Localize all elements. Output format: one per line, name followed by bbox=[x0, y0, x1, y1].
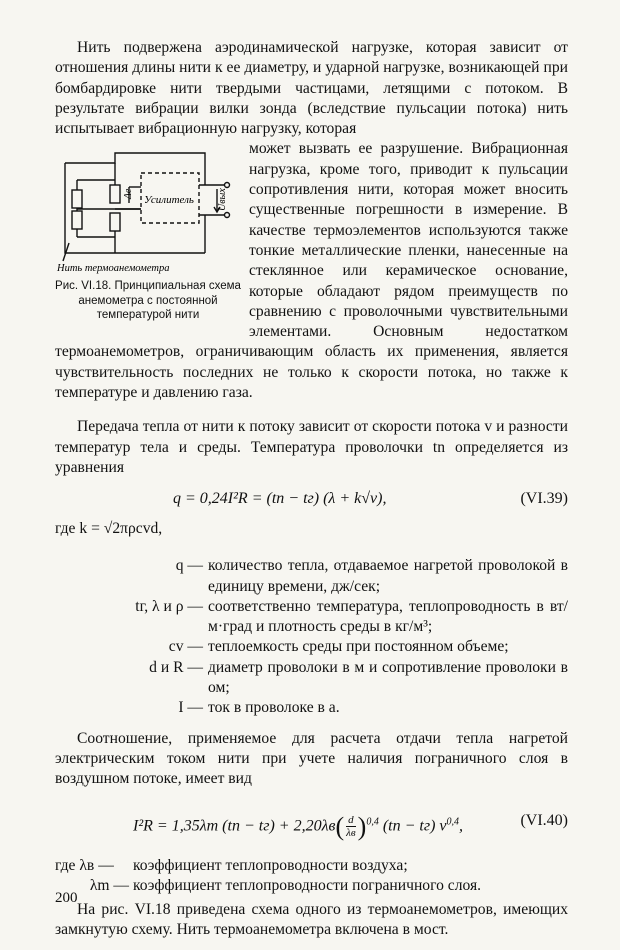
where-k-definition: где k = √2πρcvd, bbox=[55, 520, 163, 538]
definition-desc: теплоемкость среды при постоянном объеме; bbox=[208, 638, 509, 656]
eq2-end: , bbox=[459, 817, 464, 835]
definition-row bbox=[55, 698, 568, 718]
u-out-label: Uвых bbox=[217, 188, 228, 212]
where2-term: λm — bbox=[89, 876, 129, 894]
eq2-frac-top: d bbox=[346, 814, 356, 827]
definition-row bbox=[55, 597, 568, 638]
definition-desc: ток в проволоке в а. bbox=[208, 699, 340, 717]
thread-label: Нить термоанемометра bbox=[57, 263, 170, 275]
eq2-fraction bbox=[346, 814, 356, 839]
where2-row bbox=[55, 876, 568, 896]
definition-desc: количество тепла, отдаваемое нагретой проволокой в единицу времени, дж/сек; bbox=[208, 557, 568, 595]
eq2-exp2: 0,4 bbox=[446, 815, 460, 827]
amplifier-label: Усилитель bbox=[144, 194, 194, 207]
definition-term: cv — bbox=[168, 638, 203, 656]
definition-row bbox=[55, 637, 568, 657]
equation-vi-39-number: (VI.39) bbox=[520, 490, 568, 508]
definition-term: q — bbox=[175, 557, 203, 575]
equation-vi-40-body: I²R = 1,35λm (tn − tг) + 2,20λв( $\frac{d}{\lambda в})^{0,4}$ (tn − tг) $v^{0,4}$, bbox=[133, 811, 464, 841]
where2-row bbox=[55, 856, 568, 876]
figure-vi-18 bbox=[55, 145, 241, 323]
anemometer-circuit-diagram bbox=[55, 145, 241, 275]
equation-vi-40 bbox=[55, 802, 568, 848]
eq2-exp1: 0,4 bbox=[366, 815, 379, 827]
equation-vi-39-body: q = 0,24I²R = (tn − tг) (λ + k√v), bbox=[173, 490, 387, 508]
definition-term: I — bbox=[178, 699, 203, 717]
delta-e-label: Δe bbox=[123, 189, 134, 200]
paragraph-intro: Нить подвержена аэродинамической нагрузке, которая зависит от отношения длины нити к ее диаметру, и ударной нагрузке, возникающей при бомбардировке нити твердыми частицами, летящими с потоком. В результате вибрации вилки зонда (вследствие пульсации потока) нить испытывает вибрационную нагрузку, которая bbox=[55, 39, 568, 138]
equation-vi-40-number: (VI.40) bbox=[520, 811, 568, 829]
eq2-left: I²R = 1,35λm (tn − tг) + 2,20λв bbox=[133, 817, 336, 835]
paragraph-heat-transfer: Передача тепла от нити к потоку зависит от скорости потока v и разности температур тела и среды. Температура проволочки tn определяется из уравнения bbox=[55, 418, 568, 476]
definition-term: d и R — bbox=[149, 658, 203, 676]
definitions-list bbox=[55, 556, 568, 718]
where2-desc: коэффициент теплопроводности пограничного слоя. bbox=[133, 876, 482, 894]
paragraph-wrap: может вызвать ее разрушение. Вибрационная нагрузка, кроме того, приводит к пульсации сопротивления нити, которая может вносить существенные погрешности в измерение. В качестве термоэлементов используются также тонкие металлические пленки, нанесенные на стеклянное или керамическое основание, которые обладают рядом преимуществ по сравнению с проволочными чувствительными элементами. Основным недостатком термоанемометров, ограничивающим область их применения, является чувствительность последних не только к скорости потока, но также к температуре и давлению газа. bbox=[55, 140, 568, 402]
eq2-right: (tn − tг) v bbox=[382, 817, 447, 835]
definition-desc: соответственно температура, теплопроводность в вт/м·град и плотность среды в кг/м³; bbox=[208, 597, 568, 636]
paragraph-closing: На рис. VI.18 приведена схема одного из термоанемометров, имеющих замкнутую схему. Нить термоанемометра включена в мост. bbox=[55, 901, 568, 939]
paragraph-boundary-layer: Соотношение, применяемое для расчета отдачи тепла нагретой электрическим током нити при учете наличия пограничного слоя в воздушном потоке, имеет вид bbox=[55, 729, 568, 788]
page-number: 200 bbox=[55, 890, 78, 906]
definition-row bbox=[55, 658, 568, 699]
definition-desc: диаметр проволоки в м и сопротивление проволоки в ом; bbox=[208, 658, 568, 697]
definition-row bbox=[55, 556, 568, 597]
definition-term: tг, λ и ρ — bbox=[135, 597, 203, 615]
figure-caption: Рис. VI.18. Принципиальная схема анемометра с постоянной температурой нити bbox=[55, 280, 241, 322]
eq2-frac-bottom: λв bbox=[346, 827, 356, 839]
equation-vi-39 bbox=[55, 488, 568, 514]
where2-desc: коэффициент теплопроводности воздуха; bbox=[133, 856, 408, 874]
document-page bbox=[55, 38, 568, 941]
where2-term: где λв — bbox=[55, 856, 114, 874]
